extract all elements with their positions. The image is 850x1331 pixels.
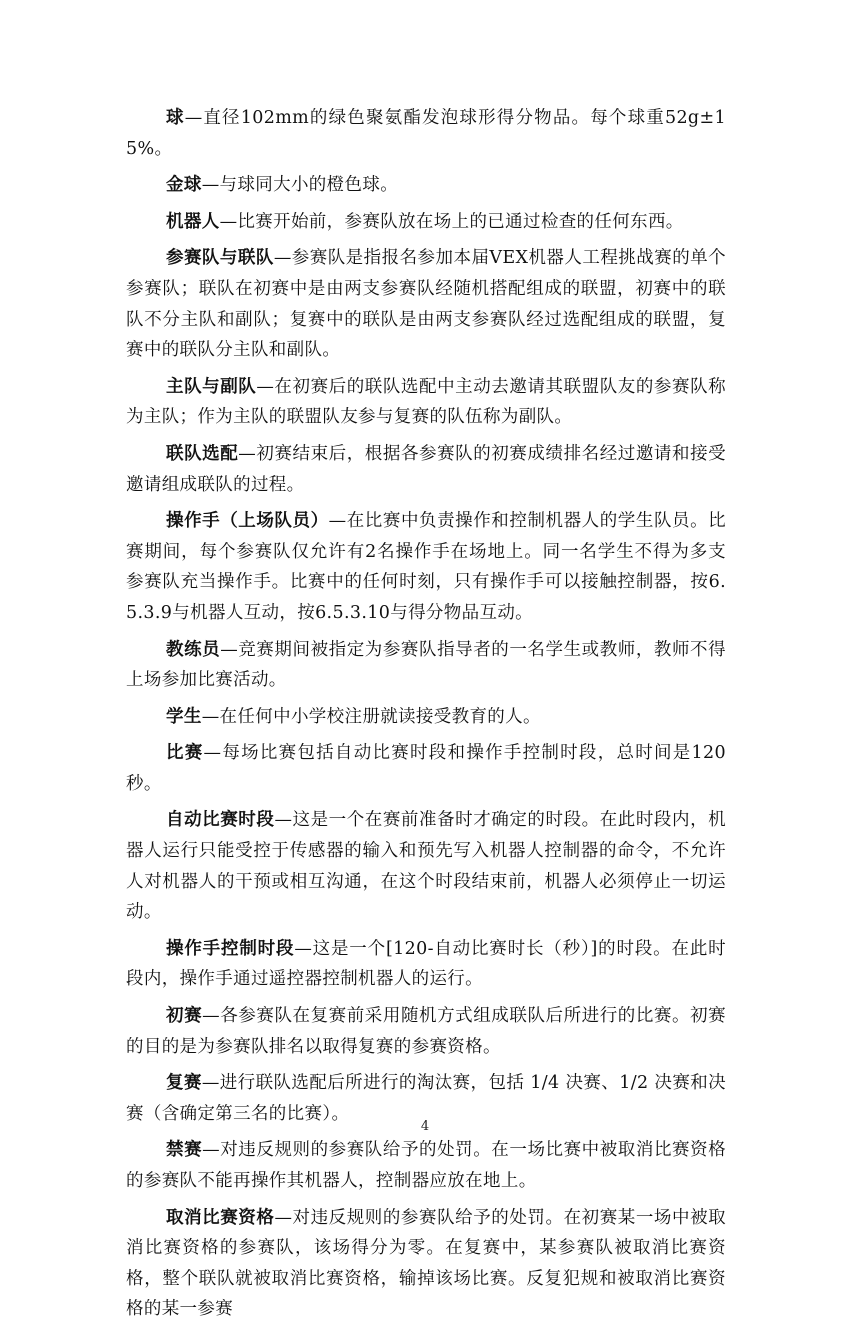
- term-label: 参赛队与联队: [166, 248, 274, 269]
- definition-text: —每场比赛包括自动比赛时段和操作手控制时段，总时间是120秒。: [126, 743, 726, 794]
- definition-qualification: [126, 1001, 726, 1062]
- definition-captain-partner: [126, 372, 726, 433]
- term-label: 机器人: [166, 211, 220, 232]
- definition-disqualification: [126, 1203, 726, 1325]
- page-number: 4: [420, 1119, 430, 1134]
- term-label: 初赛: [166, 1006, 203, 1027]
- term-label: 学生: [166, 706, 202, 727]
- definition-text: —这是一个在赛前准备时才确定的时段。在此时段内，机器人运行只能受控于传感器的输入和预先写入机器人控制器的命令，不允许人对机器人的干预或相互沟通，在这个时段结束前，机器人必须停止一切运动。: [126, 810, 726, 923]
- definition-text: —比赛开始前，参赛队放在场上的已通过检查的任何东西。: [219, 211, 684, 232]
- definition-student: [126, 702, 726, 733]
- definition-ball: [126, 103, 726, 164]
- definition-text: —竞赛期间被指定为参赛队指导者的一名学生或教师，教师不得上场参加比赛活动。: [126, 639, 726, 691]
- definition-gold-ball: [126, 170, 726, 201]
- definition-autonomous-period: [126, 805, 726, 927]
- definition-text: —与球同大小的橙色球。: [201, 175, 399, 196]
- term-label: 球: [166, 108, 185, 128]
- term-label: 复赛: [166, 1073, 202, 1094]
- term-label: 操作手控制时段: [166, 938, 295, 959]
- term-label: 金球: [166, 175, 202, 196]
- term-label: 取消比赛资格: [166, 1207, 275, 1228]
- definition-team-alliance: [126, 243, 726, 365]
- definition-alliance-selection: [126, 439, 726, 500]
- definition-coach: [126, 635, 726, 696]
- definition-robot: [126, 207, 726, 238]
- definition-text: —直径102mm的绿色聚氨酯发泡球形得分物品。每个球重52g±15%。: [126, 108, 726, 159]
- definition-text: —这是一个[120-自动比赛时长（秒）]的时段。在此时段内，操作手通过遥控器控制机器人的运行。: [126, 938, 727, 990]
- definition-driver: [126, 506, 726, 628]
- glossary-body: [126, 103, 726, 1331]
- definition-text: —参赛队是指报名参加本届VEX机器人工程挑战赛的单个参赛队；联队在初赛中是由两支参赛队经随机搭配组成的联盟，初赛中的联队不分主队和副队；复赛中的联队是由两支参赛队经过选配组成的联盟，复赛中的联队分主队和副队。: [126, 248, 726, 361]
- term-label: 主队与副队: [166, 376, 257, 397]
- definition-disable: [126, 1135, 726, 1196]
- term-label: 联队选配: [166, 443, 239, 464]
- term-label: 教练员: [166, 639, 221, 660]
- definition-text: —在任何中小学校注册就读接受教育的人。: [201, 706, 541, 727]
- definition-text: —各参赛队在复赛前采用随机方式组成联队后所进行的比赛。初赛的目的是为参赛队排名以取得复赛的参赛资格。: [126, 1006, 727, 1057]
- term-label: 自动比赛时段: [166, 810, 275, 831]
- term-label: 比赛: [166, 743, 204, 764]
- term-label: 禁赛: [166, 1140, 203, 1161]
- definition-driver-control-period: [126, 934, 726, 995]
- definition-text: —在比赛中负责操作和控制机器人的学生队员。比赛期间，每个参赛队仅允许有2名操作手在场地上。同一名学生不得为多支参赛队充当操作手。比赛中的任何时刻，只有操作手可以接触控制器，按6.5.3.9与机器人互动，按6.5.3.10与得分物品互动。: [126, 511, 727, 623]
- definition-text: —对违反规则的参赛队给予的处罚。在初赛某一场中被取消比赛资格的参赛队，该场得分为零。在复赛中，某参赛队被取消比赛资格，整个联队就被取消比赛资格，输掉该场比赛。反复犯规和被取消比赛资格的某一参赛: [126, 1207, 726, 1320]
- definition-match: [126, 738, 726, 799]
- term-label: 操作手（上场队员）: [166, 511, 329, 532]
- definition-text: —进行联队选配后所进行的淘汰赛，包括 1/4 决赛、1/2 决赛和决赛（含确定第三名的比赛）。: [126, 1073, 727, 1124]
- definition-text: —对违反规则的参赛队给予的处罚。在一场比赛中被取消比赛资格的参赛队不能再操作其机器人，控制器应放在地上。: [126, 1140, 727, 1191]
- definition-text: —在初赛后的联队选配中主动去邀请其联盟队友的参赛队称为主队；作为主队的联盟队友参与复赛的队伍称为副队。: [126, 376, 726, 428]
- definition-text: —初赛结束后，根据各参赛队的初赛成绩排名经过邀请和接受邀请组成联队的过程。: [126, 443, 726, 495]
